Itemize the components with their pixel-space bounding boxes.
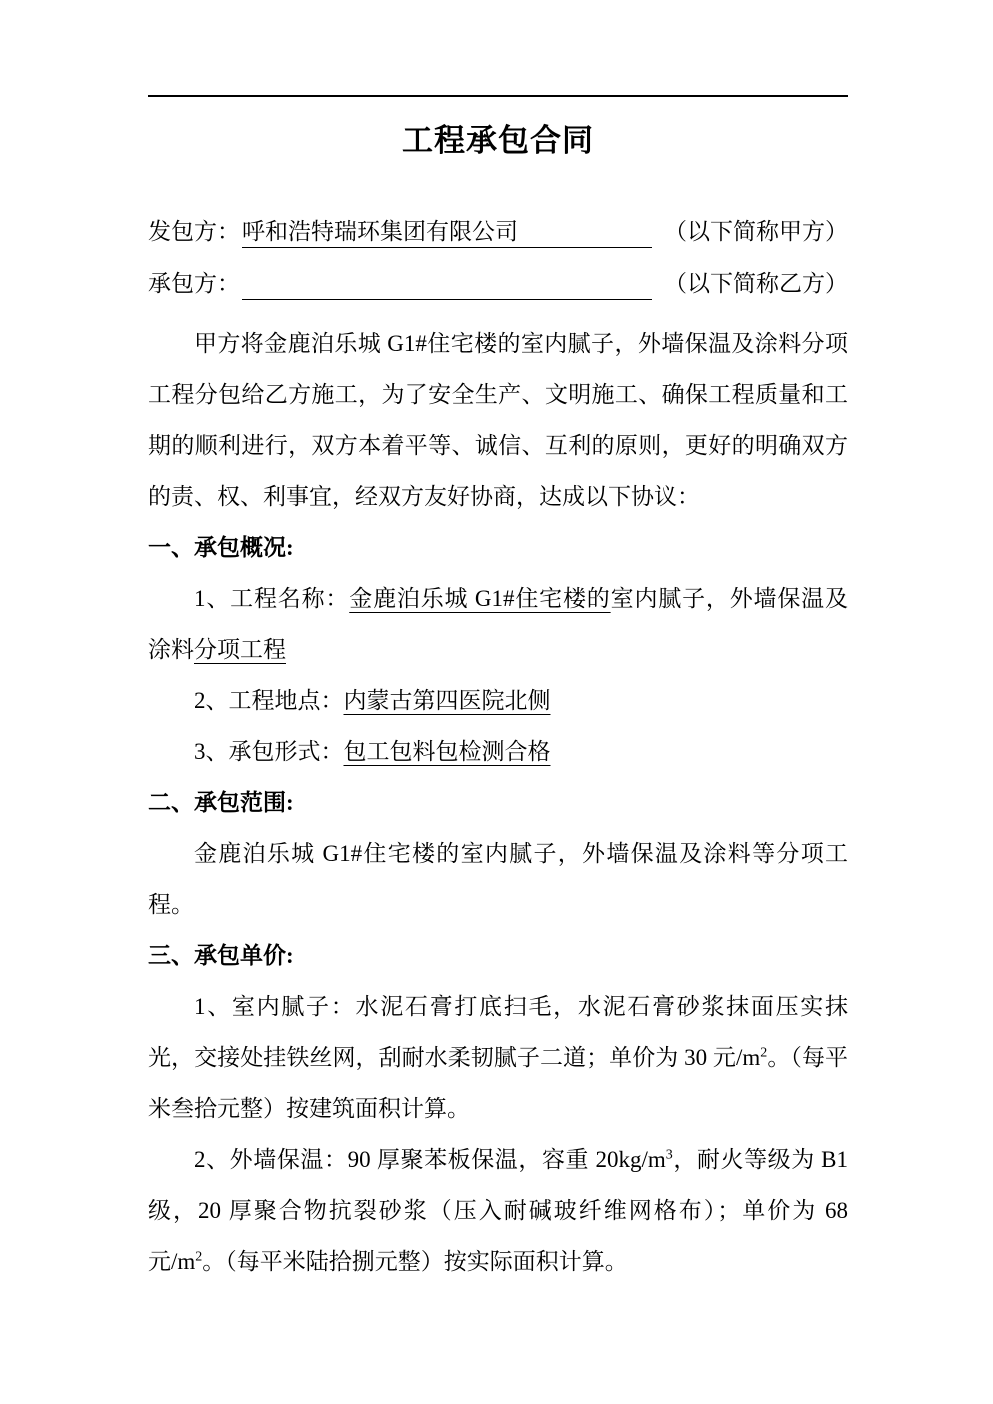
superscript-text: 3 (665, 1147, 673, 1163)
text-run: 三、承包单价: (148, 943, 294, 968)
text-run: 金鹿泊乐城 G1#住宅楼的室内腻子，外墙保温及涂料等分项工程。 (148, 841, 848, 917)
text-run: ，耐火等级为 B1 级，20 厚聚合物抗裂砂浆（压入耐碱玻纤维网格布）；单价为 68 元/m (148, 1147, 849, 1274)
text-run: 2、外墙保温：90 厚聚苯板保温，容重 20kg/m (194, 1147, 666, 1172)
underlined-text: 金鹿泊乐城 G1#住宅楼的 (349, 586, 611, 611)
text-run: 二、承包范围: (148, 790, 294, 815)
item-project-location (148, 675, 848, 726)
superscript-text: 2 (760, 1045, 768, 1061)
item-project-name (148, 573, 848, 675)
price-exterior-insulation (148, 1134, 848, 1287)
employer-value-underline: 呼和浩特瑞环集团有限公司 (242, 217, 652, 248)
item-contract-form (148, 726, 848, 777)
text-run: 1、工程名称： (194, 586, 350, 611)
scope-paragraph (148, 828, 848, 930)
employer-label: 发包方： (148, 219, 240, 244)
contractor-alias: （以下简称乙方） (664, 271, 848, 296)
contractor-value-underline (242, 269, 652, 300)
underlined-text: 包工包料包检测合格 (343, 739, 551, 764)
party-row-contractor (148, 265, 848, 317)
text-run: 室内腻子，外墙保温及涂料 (148, 586, 849, 662)
section-heading-3 (148, 930, 848, 981)
text-run: 甲方将金鹿泊乐城 G1#住宅楼的室内腻子，外墙保温及涂料分项工程分包给乙方施工，为了安全生产、文明施工、确保工程质量和工期的顺利进行，双方本着平等、诚信、互利的原则，更好的明确双方的责、权、利事宜，经双方友好协商，达成以下协议： (148, 331, 848, 509)
page-title: 工程承包合同 (402, 123, 594, 158)
underlined-text: 内蒙古第四医院北侧 (343, 688, 551, 713)
text-run: 3、承包形式： (194, 739, 344, 764)
document-content (148, 0, 848, 1287)
section-heading-2 (148, 777, 848, 828)
employer-alias: （以下简称甲方） (664, 219, 848, 244)
text-run: 2、工程地点： (194, 688, 344, 713)
contractor-label: 承包方： (148, 271, 240, 296)
document-body (148, 318, 848, 1287)
text-run: 一、承包概况: (148, 535, 294, 560)
price-interior-putty (148, 981, 848, 1134)
text-run: 。（每平米陆拾捌元整）按实际面积计算。 (202, 1249, 628, 1274)
header-rule (148, 95, 848, 97)
section-heading-1 (148, 522, 848, 573)
party-row-employer (148, 213, 848, 265)
parties-section (148, 213, 848, 317)
underlined-text: 分项工程 (194, 637, 286, 662)
intro-paragraph (148, 318, 848, 522)
superscript-text: 2 (195, 1249, 203, 1265)
text-run: 。（每平米叁拾元整）按建筑面积计算。 (148, 1045, 849, 1121)
text-run: 1、室内腻子：水泥石膏打底扫毛，水泥石膏砂浆抹面压实抹光，交接处挂铁丝网，刮耐水柔韧腻子二道；单价为 30 元/m (148, 994, 848, 1070)
